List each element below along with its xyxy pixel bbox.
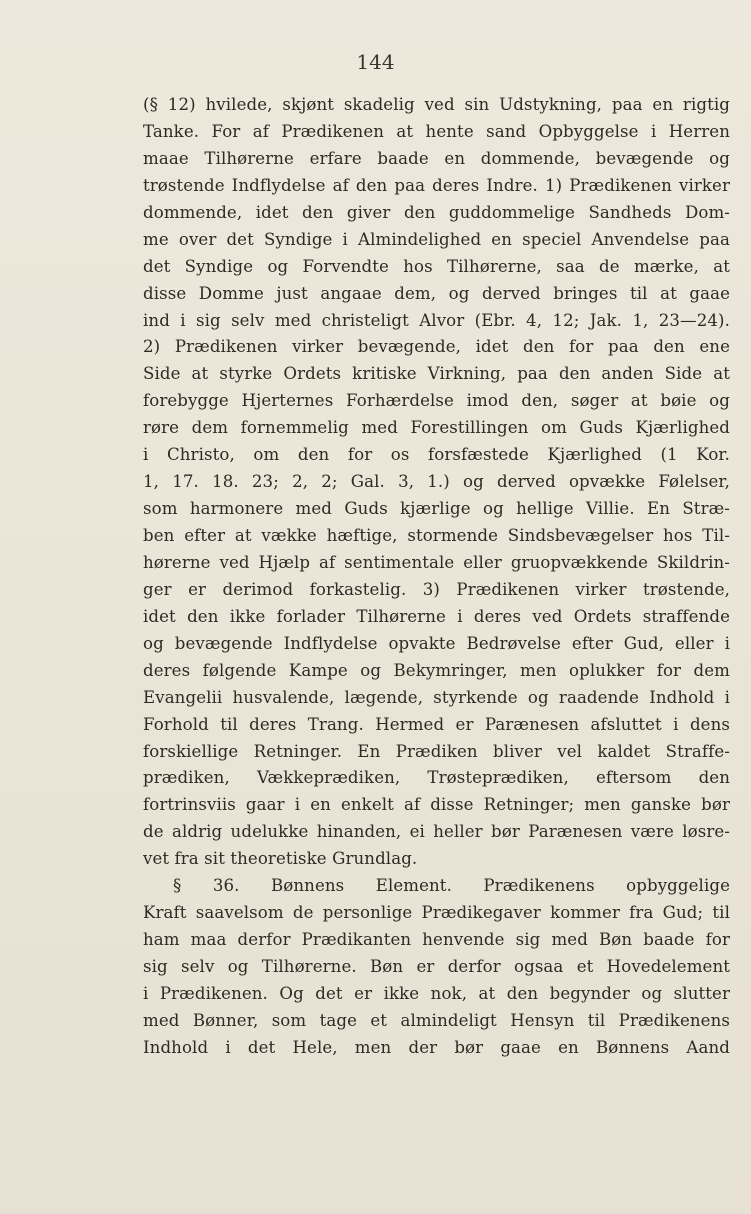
text-line: ben efter at vække hæftige, stormende Sindsbevægelser hos Til-	[143, 526, 730, 545]
text-line: forebygge Hjerternes Forhærdelse imod den, søger at bøie og	[143, 391, 730, 411]
page-number: 144	[356, 50, 395, 74]
text-line: disse Domme just angaae dem, og derved bringes til at gaae	[143, 283, 730, 303]
text-line: og bevægende Indflydelse opvakte Bedrøvelse efter Gud, eller i	[143, 633, 730, 653]
text-line: ind i sig selv med christeligt Alvor (Ebr. 4, 12; Jak. 1, 23—24).	[143, 310, 730, 330]
text-line: sig selv og Tilhørerne. Bøn er derfor ogsaa et Hovedelement	[143, 957, 730, 976]
text-line: dommende, idet den giver den guddommelige Sandheds Dom-	[143, 202, 730, 222]
body-text	[143, 92, 730, 1062]
text-line: de aldrig udelukke hinanden, ei heller bør Parænesen være løsre-	[143, 822, 730, 842]
text-line: idet den ikke forlader Tilhørerne i deres ved Ordets straffende	[143, 606, 730, 626]
text-line: med Bønner, som tage et almindeligt Hensyn til Prædikenens	[143, 1010, 730, 1030]
text-line: 2) Prædikenen virker bevægende, idet den for paa den ene	[143, 337, 730, 357]
text-line: Indhold i det Hele, men der bør gaae en Bønnens Aand	[143, 1037, 730, 1057]
text-line: fortrinsviis gaar i en enkelt af disse Retninger; men ganske bør	[143, 795, 730, 815]
text-line: Evangelii husvalende, lægende, styrkende og raadende Indhold i	[143, 687, 730, 707]
section-heading-line: § 36. Bønnens Element. Prædikenens opbyggelige	[173, 876, 730, 896]
text-line: 1, 17. 18. 23; 2, 2; Gal. 3, 1.) og derved opvække Følelser,	[143, 472, 730, 492]
text-line: trøstende Indflydelse af den paa deres Indre. 1) Prædikenen virker	[143, 175, 730, 195]
text-line: som harmonere med Guds kjærlige og hellige Villie. En Stræ-	[143, 499, 730, 519]
text-line: vet fra sit theoretiske Grundlag.	[143, 849, 418, 869]
text-line: me over det Syndige i Almindelighed en speciel Anvendelse paa	[143, 229, 730, 249]
text-line: Tanke. For af Prædikenen at hente sand Opbyggelse i Herren	[143, 121, 730, 141]
text-line: i Prædikenen. Og det er ikke nok, at den begynder og slutter	[143, 983, 730, 1003]
text-line: forskiellige Retninger. En Prædiken bliver vel kaldet Straffe-	[143, 741, 730, 761]
text-line: ham maa derfor Prædikanten henvende sig med Bøn baade for	[143, 930, 730, 950]
text-line: Forhold til deres Trang. Hermed er Parænesen afsluttet i dens	[143, 714, 730, 734]
text-line: deres følgende Kampe og Bekymringer, men oplukker for dem	[143, 660, 730, 680]
text-line: (§ 12) hvilede, skjønt skadelig ved sin Udstykning, paa en rigtig	[143, 95, 730, 114]
text-line: i Christo, om den for os forsfæstede Kjærlighed (1 Kor.	[143, 445, 730, 465]
text-line: hørerne ved Hjælp af sentimentale eller gruopvækkende Skildrin-	[143, 552, 730, 572]
text-line: Kraft saavelsom de personlige Prædikegaver kommer fra Gud; til	[143, 903, 730, 923]
text-line: det Syndige og Forvendte hos Tilhørerne, saa de mærke, at	[143, 256, 730, 276]
text-line: Side at styrke Ordets kritiske Virkning, paa den anden Side at	[143, 364, 730, 384]
text-line: ger er derimod forkastelig. 3) Prædikenen virker trøstende,	[143, 579, 730, 599]
text-line: prædiken, Vækkeprædiken, Trøsteprædiken, eftersom den	[143, 768, 730, 788]
text-line: røre dem fornemmelig med Forestillingen om Guds Kjærlighed	[143, 418, 730, 438]
text-line: maae Tilhørerne erfare baade en dommende, bevægende og	[143, 148, 730, 168]
